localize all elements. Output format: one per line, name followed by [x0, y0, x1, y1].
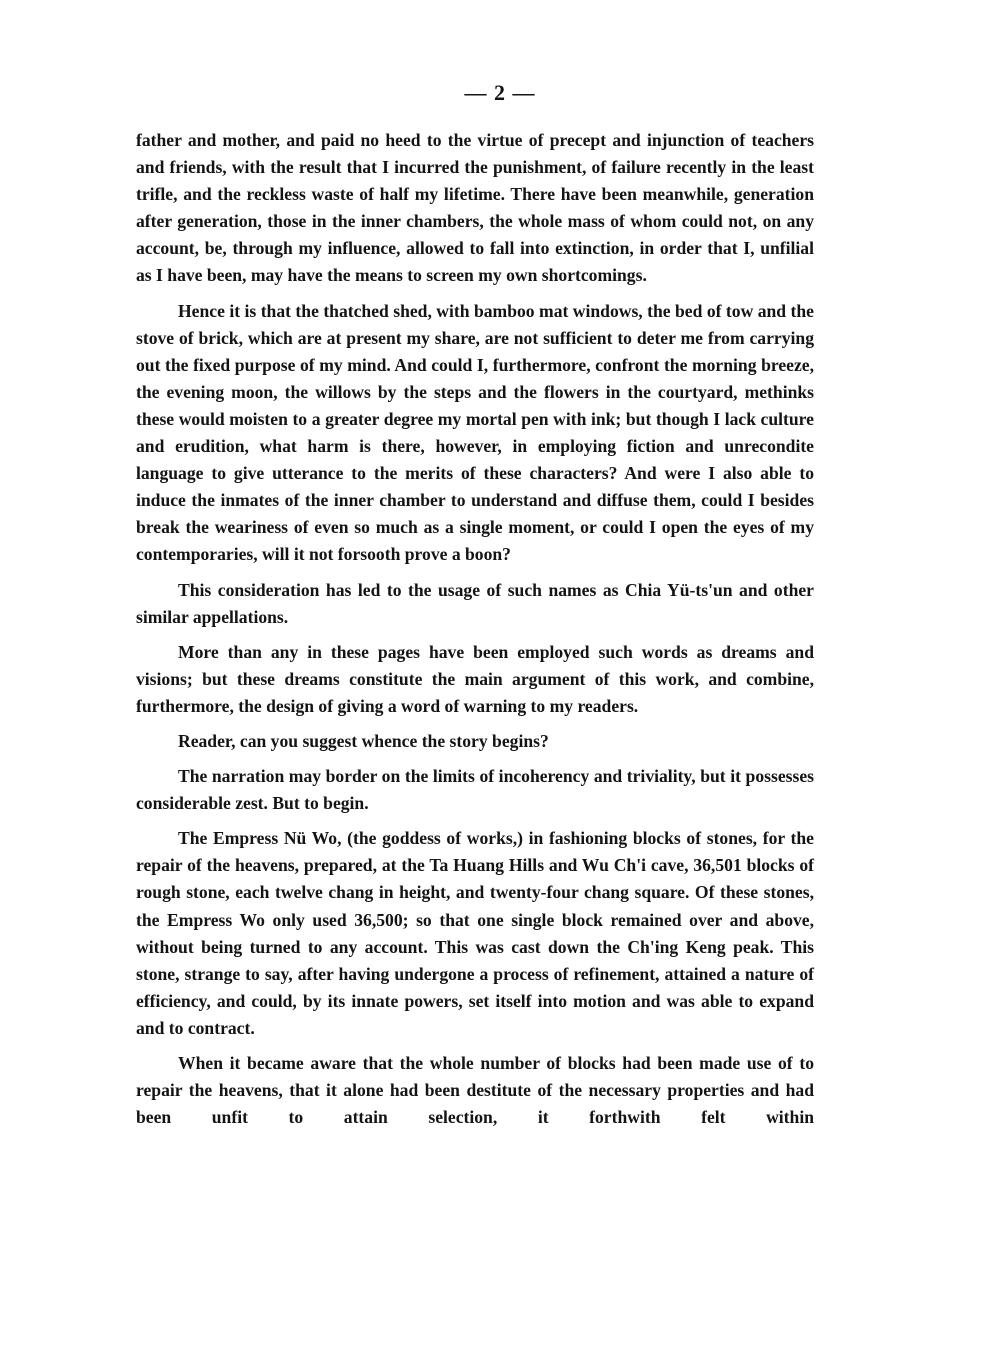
paragraph: More than any in these pages have been employed such words as dreams and visions; but these dreams constitute the main argument of this work, and combine, furthermore, the design of giving a word of warning to my readers. — [136, 641, 814, 716]
paragraph: The Empress Nü Wo, (the goddess of works,) in fashioning blocks of stones, for the repair of the heavens, prepared, at the Ta Huang Hills and Wu Ch'i cave, 36,501 blocks of rough stone, each twelve chang in height, and twenty-four chang square. Of these stones, the Empress Wo only used 36,500; so that one single block remained over and above, without being turned to any account. This was cast down the Ch'ing Keng peak. This stone, strange to say, after having undergone a process of refinement, attained a nature of efficiency, and could, by its innate powers, set itself into motion and was able to expand and to contract. — [136, 828, 814, 1038]
paragraph: When it became aware that the whole number of blocks had been made use of to repair the heavens, that it alone had been destitute of the necessary properties and had been unfit to attain selection, it forthwith felt within — [136, 1053, 814, 1128]
page-number: — 2 — — [464, 80, 536, 105]
paragraph: This consideration has led to the usage of such names as Chia Yü-ts'un and other similar appellations. — [136, 579, 814, 627]
paragraph: Hence it is that the thatched shed, with bamboo mat windows, the bed of tow and the stove of brick, which are at present my share, are not sufficient to deter me from carrying out the fixed purpose of my mind. And could I, furthermore, confront the morning breeze, the evening moon, the willows by the steps and the flowers in the courtyard, methinks these would moisten to a greater degree my mortal pen with ink; but though I lack culture and erudition, what harm is there, however, in employing fiction and unrecondite language to give utterance to the merits of these characters? And were I also able to induce the inmates of the inner chamber to understand and diffuse them, could I besides break the weariness of even so much as a single moment, or could I open the eyes of my contemporaries, will it not forsooth prove a boon? — [136, 300, 814, 565]
paragraph: The narration may border on the limits of incoherency and triviality, but it possesses considerable zest. But to begin. — [136, 766, 814, 814]
body-text — [136, 127, 814, 1131]
paragraph: father and mother, and paid no heed to the virtue of precept and injunction of teachers and friends, with the result that I incurred the punishment, of failure recently in the least trifle, and the reckless waste of half my lifetime. There have been meanwhile, generation after generation, those in the inner chambers, the whole mass of whom could not, on any account, be, through my influence, allowed to fall into extinction, in order that I, unfilial as I have been, may have the means to screen my own shortcomings. — [136, 130, 814, 286]
paragraph: Reader, can you suggest whence the story begins? — [178, 730, 549, 751]
